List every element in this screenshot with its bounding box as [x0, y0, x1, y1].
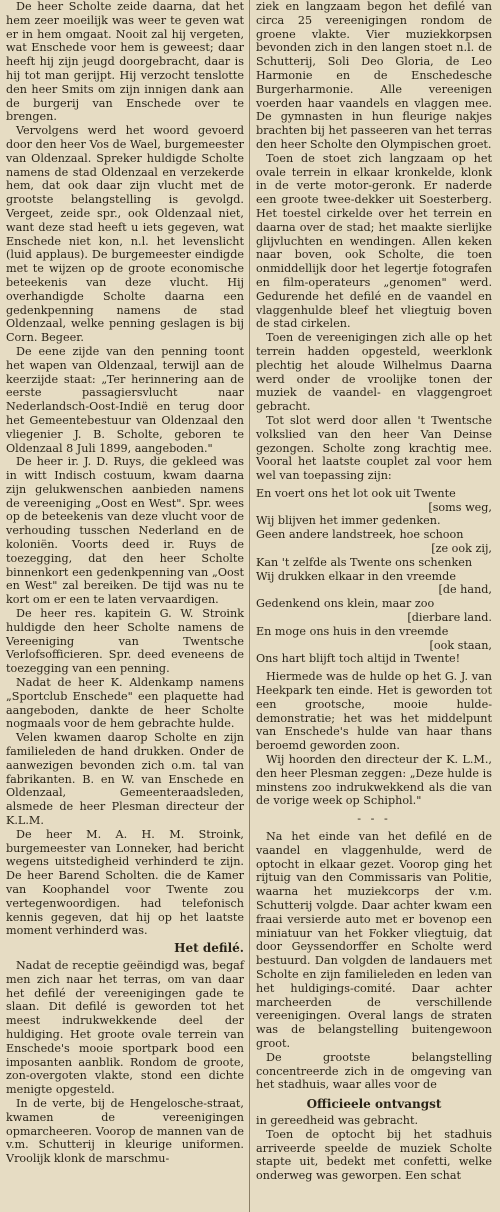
right-column [249, 0, 492, 1212]
paragraph: Na het einde van het defilé en de vaandel en vlaggenhulde, werd de optocht in elkaar gezet. Voorop ging het rijtuig van den Commissaris van Politie, waarna het muziekcorps der v.m. Schutterij volgde. Daar achter kwam een fraai versierde auto met er bovenop een miniatuur van het Fokker vliegtuig, dat door Geyssendorffer en Scholte werd bestuurd. Dan volgden de landauers met Scholte en zijn familieleden en leden van het huldigings-comité. Daar achter marcheerden de verschillende vereenigingen. Overal langs de straten was de belangstelling buitengewoon groot. [256, 830, 492, 1050]
paragraph: De heer M. A. H. M. Stroink, burgemeester van Lonneker, had bericht wegens uitstedigheid verhinderd te zijn. De heer Barend Scholten. die de Kamer van Koophandel voor Twente zou vertegenwoordigen. had telefonisch kennis gegeven, dat hij op het laatste moment verhinderd was. [6, 827, 244, 938]
verse-line: Gedenkend ons klein, maar zoo [256, 597, 435, 611]
paragraph: Nadat de heer K. Aldenkamp namens „Sportclub Enschede" een plaquette had aangeboden, dankte de heer Scholte nogmaals voor de hem gebrachte hulde. [6, 676, 244, 731]
verse-line: Geen andere landstreek, hoe schoon [256, 528, 464, 542]
verse-line-continuation: [dierbare land. [407, 611, 492, 625]
paragraph: Toen de stoet zich langzaam op het ovale terrein in elkaar kronkelde, klonk in de verte motor-geronk. Er naderde een groote twee-dekker uit Soesterberg. Het toestel cirkelde over het terrein en daarna over de stad; het maakte sierlijke glijvluchten en wendingen. Allen keken naar boven, ook Scholte, die toen onmiddellijk door het legertje fotografen en film-operateurs „genomen" werd. Gedurende het defilé en de vaandel en vlaggenhulde bleef het vliegtuig boven de stad cirkelen. [256, 151, 492, 331]
verse-line-continuation: [de hand, [438, 583, 492, 597]
verse-line: En moge ons huis in den vreemde [256, 624, 449, 638]
section-heading-ontvangst: Officieele ontvangst [306, 1097, 442, 1112]
paragraph: Velen kwamen daarop Scholte en zijn familieleden de hand drukken. Onder de aanwezigen bevonden zich o.m. tal van fabrikanten. B. en W. van Enschede en Oldenzaal, Gemeenteraadsleden, alsmede de heer Plesman directeur der K.L.M. [6, 731, 244, 828]
paragraph: in gereedheid was gebracht. [256, 1113, 419, 1127]
section-heading-defile: Het defilé. [174, 941, 244, 956]
paragraph: De heer Scholte zeide daarna, dat het hem zeer moeilijk was weer te geven wat er in hem omgaat. Nooit zal hij vergeten, wat Enschede voor hem is geweest; daar heeft hij zijn jeugd doorgebracht, daar is hij tot man gerijpt. Hij verzocht tenslotte den heer Smits om zijn innigen dank aan de burgerij van Enschede over te brengen. [6, 0, 244, 124]
song-verse [256, 487, 492, 666]
paragraph: Hiermede was de hulde op het G. J. van Heekpark ten einde. Het is geworden tot een grootsche, mooie hulde-demonstratie; het was het middelpunt van Enschede's hulde van haar thans beroemd geworden zoon. [256, 670, 492, 753]
section-separator: - - - [357, 812, 391, 826]
paragraph: Tot slot werd door allen 't Twentsche volkslied van den heer Van Deinse gezongen. Scholte zong krachtig mee. Vooral het laatste couplet zal voor hem wel van toepassing zijn: [256, 413, 492, 483]
paragraph: De heer ir. J. D. Ruys, die gekleed was in witt Indisch costuum, kwam daarna zijn gelukwenschen aanbieden namens de vereeniging „Oost en West". Spr. wees op de beteekenis van deze vlucht voor de verhouding tusschen Nederland en de koloniën. Voorts deed ir. Ruys de toezegging, dat den heer Scholte binnenkort een gedenkpenning van „Oost en West" zal bereiken. De tijd was nu te kort om er een te laten vervaardigen. [6, 455, 244, 607]
verse-line: Wij blijven het immer gedenken. [256, 514, 441, 528]
verse-line: Kan 't zelfde als Twente ons schenken [256, 555, 473, 569]
paragraph: Toen de vereenigingen zich alle op het terrein hadden opgesteld, weerklonk plechtig het aloude Wilhelmus Daarna werd onder de vroolijke tonen der muziek de vaandel- en vlaggengroet gebracht. [256, 331, 492, 414]
paragraph: ziek en langzaam begon het defilé van circa 25 vereenigingen rondom de groene vlakte. Vier muziekkorpsen bevonden zich in den langen stoet n.l. de Schutterij, Soli Deo Gloria, de Leo Harmonie en de Enschedesche Burgerharmonie. Alle vereenigen voerden haar vaandels en vlaggen mee. De gymnasten in hun fleurige nakjes brachten bij het passeeren van het terras den heer Scholte den Olympischen groet. [256, 0, 492, 151]
paragraph: De grootste belangstelling concentreerde zich in de omgeving van het stadhuis, waar alles voor de [256, 1050, 492, 1092]
paragraph: Nadat de receptie geëindigd was, begaf men zich naar het terras, om van daar het defilé der vereenigingen gade te slaan. Dit defilé is geworden tot het meest indrukwekkende deel der huldiging. Het groote ovale terrein van Enschede's mooie sportpark bood een imposanten aanblik. Rondom de groote, zon-overgoten vlakte, stond een dichte menigte opgesteld. [6, 958, 244, 1097]
paragraph: Wij hoorden den directeur der K. L.M., den heer Plesman zeggen: „Deze hulde is minstens zoo indrukwekkend als die van de vorige week op Schiphol." [256, 753, 492, 808]
verse-line: Ons hart blijft toch altijd in Twente! [256, 652, 461, 666]
verse-line: En voert ons het lot ook uit Twente [256, 486, 456, 500]
verse-line-continuation: [ze ook zij, [431, 542, 492, 556]
paragraph: De heer res. kapitein G. W. Stroink huldigde den heer Scholte namens de Vereeniging van Twentsche Verlofsofficieren. Spr. deed eveneens de toezegging van een penning. [6, 607, 244, 676]
left-column [6, 0, 249, 1212]
verse-line-continuation: [soms weg, [428, 500, 492, 514]
paragraph: In de verte, bij de Hengelosche-straat, kwamen de vereenigingen opmarcheeren. Voorop de mannen van de v.m. Schutterij in kleurige uniformen. Vroolijk klonk de marschmu- [6, 1096, 244, 1166]
verse-line: Wij drukken elkaar in den vreemde [256, 569, 456, 583]
paragraph: Vervolgens werd het woord gevoerd door den heer Vos de Wael, burgemeester van Oldenzaal. Spreker huldigde Scholte namens de stad Oldenzaal en verzekerde hem, dat ook daar zijn vlucht met de grootste belangstelling is gevolgd. Vergeet, zeide spr., ook Oldenzaal niet, want deze stad heeft u iets gegeven, wat Enschede niet kon, n.l. het levenslicht (luid applaus). De burgemeester eindigde met te wijzen op de groote economische beteekenis van deze vlucht. Hij overhandigde Scholte daarna een gedenkpenning namens de stad Oldenzaal, welke penning geslagen is bij Corn. Begeer. [6, 124, 244, 345]
verse-line-continuation: [ook staan, [429, 638, 492, 652]
paragraph: Toen de optocht bij het stadhuis arriveerde speelde de muziek Scholte stapte uit, bedekt met confetti, welke onderweg was geworpen. Een schat [256, 1127, 492, 1183]
paragraph: De eene zijde van den penning toont het wapen van Oldenzaal, terwijl aan de keerzijde staat: „Ter herinnering aan de eerste passagiersvlucht naar Nederlandsch-Oost-Indië en terug door het Gemeentebestuur van Oldenzaal den vliegenier J. B. Scholte, geboren te Oldenzaal 8 Juli 1899, aangeboden." [6, 344, 244, 455]
